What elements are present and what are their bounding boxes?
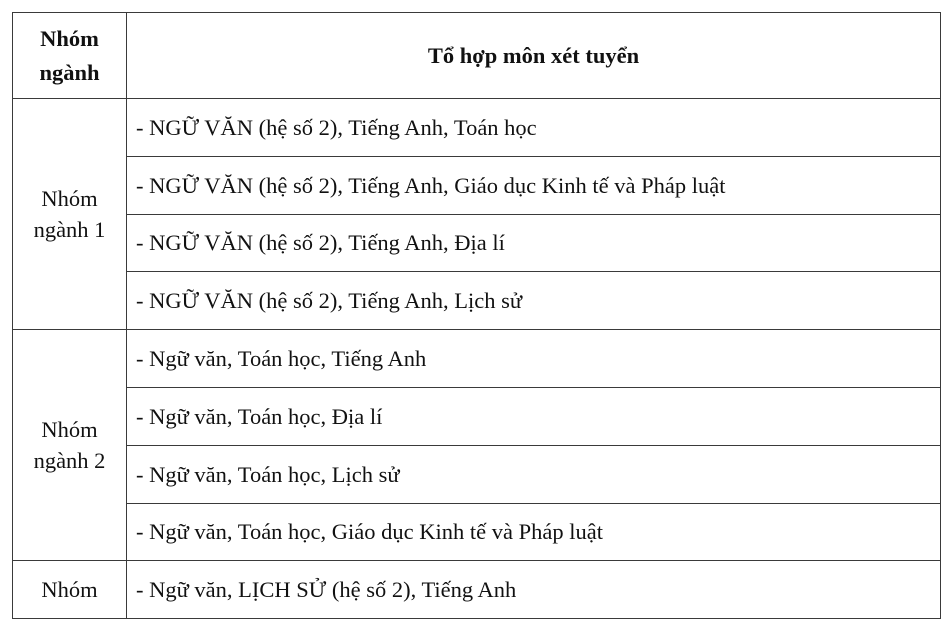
table-row bbox=[13, 330, 941, 388]
header-group-label: Nhóm ngành bbox=[39, 25, 100, 85]
group-label-2: Nhóm ngành 2 bbox=[33, 417, 106, 474]
group-cell-1 bbox=[13, 99, 127, 330]
header-group bbox=[13, 13, 127, 99]
table-row bbox=[13, 561, 941, 619]
table-row bbox=[13, 387, 941, 445]
combo-cell: - Ngữ văn, Toán học, Lịch sử bbox=[127, 445, 941, 503]
combo-cell: - Ngữ văn, Toán học, Tiếng Anh bbox=[127, 330, 941, 388]
combo-cell: - Ngữ văn, LỊCH SỬ (hệ số 2), Tiếng Anh bbox=[127, 561, 941, 619]
table-row bbox=[13, 272, 941, 330]
table-row bbox=[13, 99, 941, 157]
group-cell-3 bbox=[13, 561, 127, 619]
combo-cell: - Ngữ văn, Toán học, Địa lí bbox=[127, 387, 941, 445]
group-label-1: Nhóm ngành 1 bbox=[33, 186, 106, 243]
combo-cell: - NGỮ VĂN (hệ số 2), Tiếng Anh, Địa lí bbox=[127, 214, 941, 272]
table-row bbox=[13, 214, 941, 272]
combo-cell: - Ngữ văn, Toán học, Giáo dục Kinh tế và Pháp luật bbox=[127, 503, 941, 561]
group-cell-2 bbox=[13, 330, 127, 561]
table-row bbox=[13, 503, 941, 561]
combo-cell: - NGỮ VĂN (hệ số 2), Tiếng Anh, Giáo dục Kinh tế và Pháp luật bbox=[127, 156, 941, 214]
header-combos: Tổ hợp môn xét tuyển bbox=[127, 13, 941, 99]
table-row bbox=[13, 156, 941, 214]
combo-cell: - NGỮ VĂN (hệ số 2), Tiếng Anh, Lịch sử bbox=[127, 272, 941, 330]
table-header-row bbox=[13, 13, 941, 99]
table-row bbox=[13, 445, 941, 503]
combo-cell: - NGỮ VĂN (hệ số 2), Tiếng Anh, Toán học bbox=[127, 99, 941, 157]
group-label-3: Nhóm bbox=[41, 577, 98, 603]
admission-combination-table bbox=[12, 12, 941, 619]
